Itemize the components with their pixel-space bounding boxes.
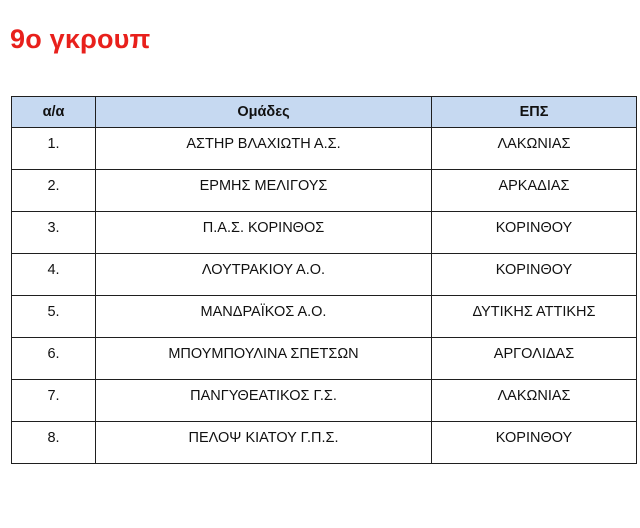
eps-name: ΚΟΡΙΝΘΟΥ [495,262,573,278]
eps-cell [432,296,637,338]
teams-table [11,96,637,464]
team-cell [96,296,432,338]
team-name: ΠΕΛΟΨ ΚΙΑΤΟΥ Γ.Π.Σ. [188,430,339,446]
eps-name: ΚΟΡΙΝΘΟΥ [495,220,573,236]
row-number: 6. [47,346,60,362]
row-number-cell [12,254,96,296]
eps-cell [432,338,637,380]
table-row [12,170,637,212]
table-row [12,128,637,170]
row-number-cell [12,422,96,464]
row-number: 4. [47,262,60,278]
eps-name: ΑΡΓΟΛΙΔΑΣ [493,346,575,362]
header-eps: ΕΠΣ [432,97,637,128]
row-number-cell [12,380,96,422]
row-number-cell [12,338,96,380]
table-row [12,296,637,338]
team-cell [96,380,432,422]
row-number: 8. [47,430,60,446]
eps-name: ΛΑΚΩΝΙΑΣ [497,136,571,152]
team-name: ΕΡΜΗΣ ΜΕΛΙΓΟΥΣ [199,178,328,194]
table-row [12,254,637,296]
team-name: ΜΠΟΥΜΠΟΥΛΙΝΑ ΣΠΕΤΣΩΝ [168,346,359,362]
row-number: 7. [47,388,60,404]
row-number-cell [12,170,96,212]
team-cell [96,422,432,464]
table-row [12,422,637,464]
eps-name: ΚΟΡΙΝΘΟΥ [495,430,573,446]
row-number: 5. [47,304,60,320]
table-header-row [12,97,637,128]
eps-cell [432,128,637,170]
team-name: ΑΣΤΗΡ ΒΛΑΧΙΩΤΗ Α.Σ. [186,136,341,152]
team-name: Π.Α.Σ. ΚΟΡΙΝΘΟΣ [202,220,325,236]
eps-cell [432,170,637,212]
row-number-cell [12,296,96,338]
row-number: 1. [47,136,60,152]
eps-cell [432,254,637,296]
eps-cell [432,212,637,254]
eps-cell [432,380,637,422]
table-row [12,212,637,254]
eps-name: ΛΑΚΩΝΙΑΣ [497,388,571,404]
row-number: 3. [47,220,60,236]
table-row [12,338,637,380]
team-cell [96,128,432,170]
eps-name: ΔΥΤΙΚΗΣ ΑΤΤΙΚΗΣ [472,304,596,320]
team-cell [96,170,432,212]
row-number-cell [12,128,96,170]
table-row [12,380,637,422]
header-team: Ομάδες [96,97,432,128]
eps-name: ΑΡΚΑΔΙΑΣ [498,178,570,194]
row-number-cell [12,212,96,254]
row-number: 2. [47,178,60,194]
eps-cell [432,422,637,464]
team-cell [96,338,432,380]
team-cell [96,212,432,254]
team-name: ΜΑΝΔΡΑΪΚΟΣ Α.Ο. [200,304,327,320]
team-cell [96,254,432,296]
header-number: α/α [12,97,96,128]
group-title: 9ο γκρουπ [10,24,151,54]
team-name: ΛΟΥΤΡΑΚΙΟΥ Α.Ο. [201,262,326,278]
team-name: ΠΑΝΓΥΘΕΑΤΙΚΟΣ Γ.Σ. [190,388,337,404]
